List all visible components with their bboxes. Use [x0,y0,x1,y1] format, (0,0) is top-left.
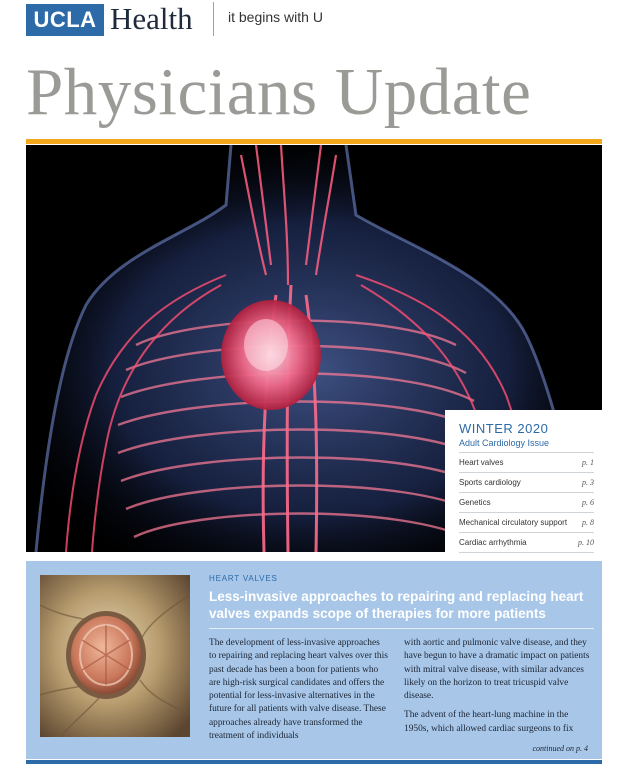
article-paragraph: with aortic and pulmonic valve disease, and they have begun to have a dramatic impact on patients with mitral valve disease, with similar advances likely on the horizon to treat tricuspid valve disease. [404,638,590,702]
toc-item-sports-cardiology[interactable] [459,472,594,492]
article-column-2 [404,637,594,742]
toc-title: Heart valves [459,458,504,467]
article-kicker: HEART VALVES [209,574,278,583]
toc-title: Cardiac arrhythmia [459,538,527,547]
article-paragraph: The advent of the heart-lung machine in the 1950s, which allowed cardiac surgeons to fix [404,710,574,734]
issue-subtitle: Adult Cardiology Issue [459,438,550,448]
continued-link[interactable]: continued on p. 4 [532,744,588,753]
toc-item-genetics[interactable] [459,492,594,512]
heart-valve-photo [40,575,190,737]
article-divider [209,628,594,629]
gold-rule [26,139,602,144]
article-paragraph: The development of less-invasive approaches to repairing and replacing heart valves over this past decade has been a boon for patients who are high-risk surgical candidates and offers the potential for less-invasive alternatives in the future for all patients with valve disease. These approaches already have transformed the treatment of individuals [209,638,388,742]
featured-article [26,561,602,759]
toc-page: p. 1 [582,458,594,467]
ucla-logo: UCLA [26,4,104,36]
toc-page: p. 3 [582,478,594,487]
heart-valve-image [40,575,190,737]
article-headline[interactable]: Less-invasive approaches to repairing and replacing heart valves expands scope of therapies for more patients [209,589,584,621]
issue-season: WINTER 2020 [459,421,549,436]
toc-title: Genetics [459,498,491,507]
health-wordmark: Health [110,1,193,36]
toc-item-heart-valves[interactable] [459,452,594,472]
toc-page: p. 8 [582,518,594,527]
toc-title: Mechanical circulatory support [459,518,568,527]
toc-item-cardiac-arrhythmia[interactable] [459,532,594,553]
toc-page: p. 10 [578,538,594,547]
bottom-rule [26,760,602,764]
table-of-contents [459,452,594,553]
toc-title: Sports cardiology [459,478,521,487]
toc-item-mechanical-circulatory-support[interactable] [459,512,594,532]
article-column-1 [209,637,389,749]
issue-contents-box [445,410,602,552]
masthead-title: Physicians Update [26,55,532,129]
tagline: it begins with U [228,9,323,25]
toc-page: p. 6 [582,498,594,507]
header-divider [213,2,214,36]
